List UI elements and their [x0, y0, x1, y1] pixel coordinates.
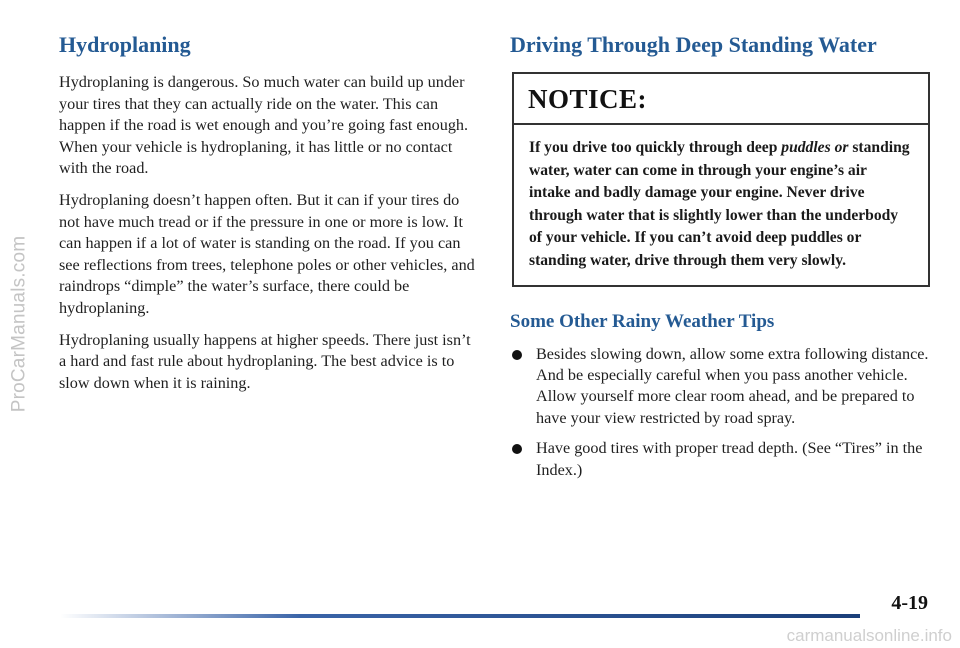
notice-text-start: If you drive too quickly through deep [529, 139, 782, 156]
bullet-icon [512, 350, 522, 360]
list-item-text: Have good tires with proper tread depth. (See “Tires” in the Index.) [536, 439, 923, 479]
list-item [510, 344, 930, 430]
paragraph: Hydroplaning usually happens at higher speeds. There just isn’t a hard and fast rule about hydroplaning. The best advice is to slow down when it is raining. [59, 330, 471, 392]
bottom-watermark: carmanualsonline.info [786, 626, 952, 645]
side-watermark [2, 0, 36, 648]
tips-list [510, 344, 930, 481]
rainy-tips-title: Some Other Rainy Weather Tips [510, 310, 775, 332]
side-watermark-text: ProCarManuals.com [8, 235, 30, 413]
notice-box [512, 72, 930, 287]
notice-heading: NOTICE: [528, 84, 648, 114]
notice-header [514, 74, 928, 125]
deep-water-title: Driving Through Deep Standing Water [510, 32, 877, 57]
right-column [510, 32, 930, 490]
page-number: 4-19 [891, 592, 928, 614]
paragraph: Hydroplaning is dangerous. So much water can build up under your tires that they can actually ride on the water. This can happen if the road is wet enough and you’re going fast enough. When your vehicle is hydroplaning, it has little or no contact with the road. [59, 73, 469, 178]
bullet-icon [512, 444, 522, 454]
left-column [59, 32, 479, 404]
notice-text-emphasis: puddles or [781, 139, 849, 156]
notice-text [514, 125, 928, 285]
footer-rule [60, 614, 860, 618]
notice-text-end: standing water, water can come in through your engine’s air intake and badly damage your engine. Never drive through water that is slightly lower than the underbody of your vehicle. If you can’t avoid deep puddles or standing water, drive through them very slowly. [529, 139, 910, 269]
list-item-text: Besides slowing down, allow some extra following distance. And be especially careful when you pass another vehicle. Allow yourself more clear room ahead, and be prepared to have your view restricted by road spray. [536, 344, 929, 427]
list-item [510, 438, 930, 481]
hydroplaning-title: Hydroplaning [59, 32, 191, 57]
paragraph: Hydroplaning doesn’t happen often. But it can if your tires do not have much tread or if the pressure in one or more is low. It can happen if a lot of water is standing on the road. If you can see reflections from trees, telephone poles or other vehicles, and raindrops “dimple” the water’s surface, there could be hydroplaning. [59, 190, 475, 317]
